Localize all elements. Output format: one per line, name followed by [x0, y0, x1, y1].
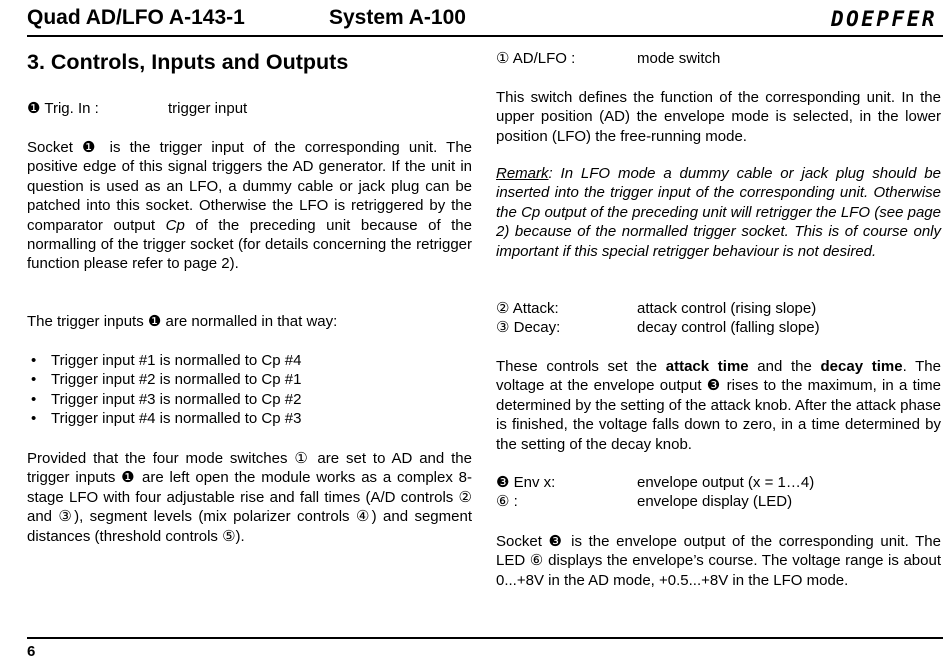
socket-1-symbol: ❶: [147, 313, 162, 330]
doepfer-logo: DOEPFER: [830, 7, 937, 31]
socket-1-symbol: ❶: [82, 139, 101, 156]
footer-rule: [27, 637, 943, 639]
normalling-intro: The trigger inputs ❶ are normalled in that way:: [27, 313, 338, 330]
attack-label: ② Attack:: [496, 300, 559, 317]
mode-switch-label: ① AD/LFO :: [496, 50, 576, 67]
list-item: • Trigger input #1 is normalled to Cp #4: [27, 351, 472, 370]
system-title: System A-100: [329, 6, 466, 29]
lfo-paragraph: Provided that the four mode switches ① are set to AD and the trigger inputs ❶ are left open the module works as a complex 8-stage LFO with four adjustable rise and fall times (A/D controls ② and ③), segment levels (mix polarizer controls ④) and segment distances (threshold controls ⑤).: [27, 450, 472, 545]
env-output-row: [496, 473, 941, 493]
env-output-label: ❸ Env x:: [496, 474, 556, 491]
trig-in-label: ❶ Trig. In :: [27, 100, 99, 117]
trig-in-value: trigger input: [168, 100, 248, 117]
module-title: Quad AD/LFO A-143-1: [27, 6, 245, 29]
led-row: [496, 492, 941, 512]
remark-label: Remark: [496, 165, 549, 182]
trig-in-row: [27, 99, 472, 119]
led-label: ⑥ :: [496, 493, 518, 510]
decay-row: [496, 318, 941, 338]
list-item: • Trigger input #3 is normalled to Cp #2: [27, 390, 472, 409]
attack-decay-paragraph: These controls set the attack time and the decay time. The voltage at the envelope output ❸ rises to the maximum, in a time determined by the setting of the attack knob. After the attack phase is finished, the voltage falls down to zero, in a time determined by the setting of the decay knob.: [496, 358, 941, 453]
led-value: envelope display (LED): [637, 493, 793, 510]
decay-label: ③ Decay:: [496, 319, 561, 336]
env-output-value: envelope output (x = 1…4): [637, 474, 815, 491]
header-rule: [27, 35, 943, 37]
mode-switch-value: mode switch: [637, 50, 721, 67]
trig-in-paragraph: Socket ❶ is the trigger input of the corresponding unit. The positive edge of this signal triggers the AD generator. If the unit in question is used as an LFO, a dummy cable or jack plug can be patched into this socket. Otherwise the LFO is retriggered by the comparator output Cp of the preceding unit because of the normalling of the trigger socket (for details concerning the retrigger function please refer to page 2).: [27, 139, 473, 273]
page-number: 6: [27, 643, 36, 660]
env-output-paragraph: Socket ❸ is the envelope output of the corresponding unit. The LED ⑥ displays the envelope’s course. The voltage range is about 0...+8V in the AD mode, +0.5...+8V in the LFO mode.: [496, 533, 941, 589]
page-header: [27, 6, 943, 34]
attack-row: [496, 299, 941, 319]
list-item: • Trigger input #4 is normalled to Cp #3: [27, 409, 472, 428]
mode-switch-row: [496, 49, 941, 69]
list-item: • Trigger input #2 is normalled to Cp #1: [27, 370, 472, 389]
attack-time-bold: attack time: [665, 358, 749, 375]
section-title: 3. Controls, Inputs and Outputs: [27, 50, 349, 74]
normalling-list: [27, 351, 472, 429]
mode-switch-paragraph: This switch defines the function of the corresponding unit. In the upper position (AD) the envelope mode is selected, in the lower position (LFO) the free-running mode.: [496, 89, 941, 145]
decay-time-bold: decay time: [820, 358, 903, 375]
remark-paragraph: Remark: In LFO mode a dummy cable or jack plug should be inserted into the trigger input of the corresponding unit. Otherwise the Cp output of the preceding unit will retrigger the LFO (see page 2) because of the normalled trigger socket. This is of course only important if this special retrigger behaviour is not desired.: [496, 165, 941, 260]
attack-value: attack control (rising slope): [637, 300, 817, 317]
decay-value: decay control (falling slope): [637, 319, 820, 336]
